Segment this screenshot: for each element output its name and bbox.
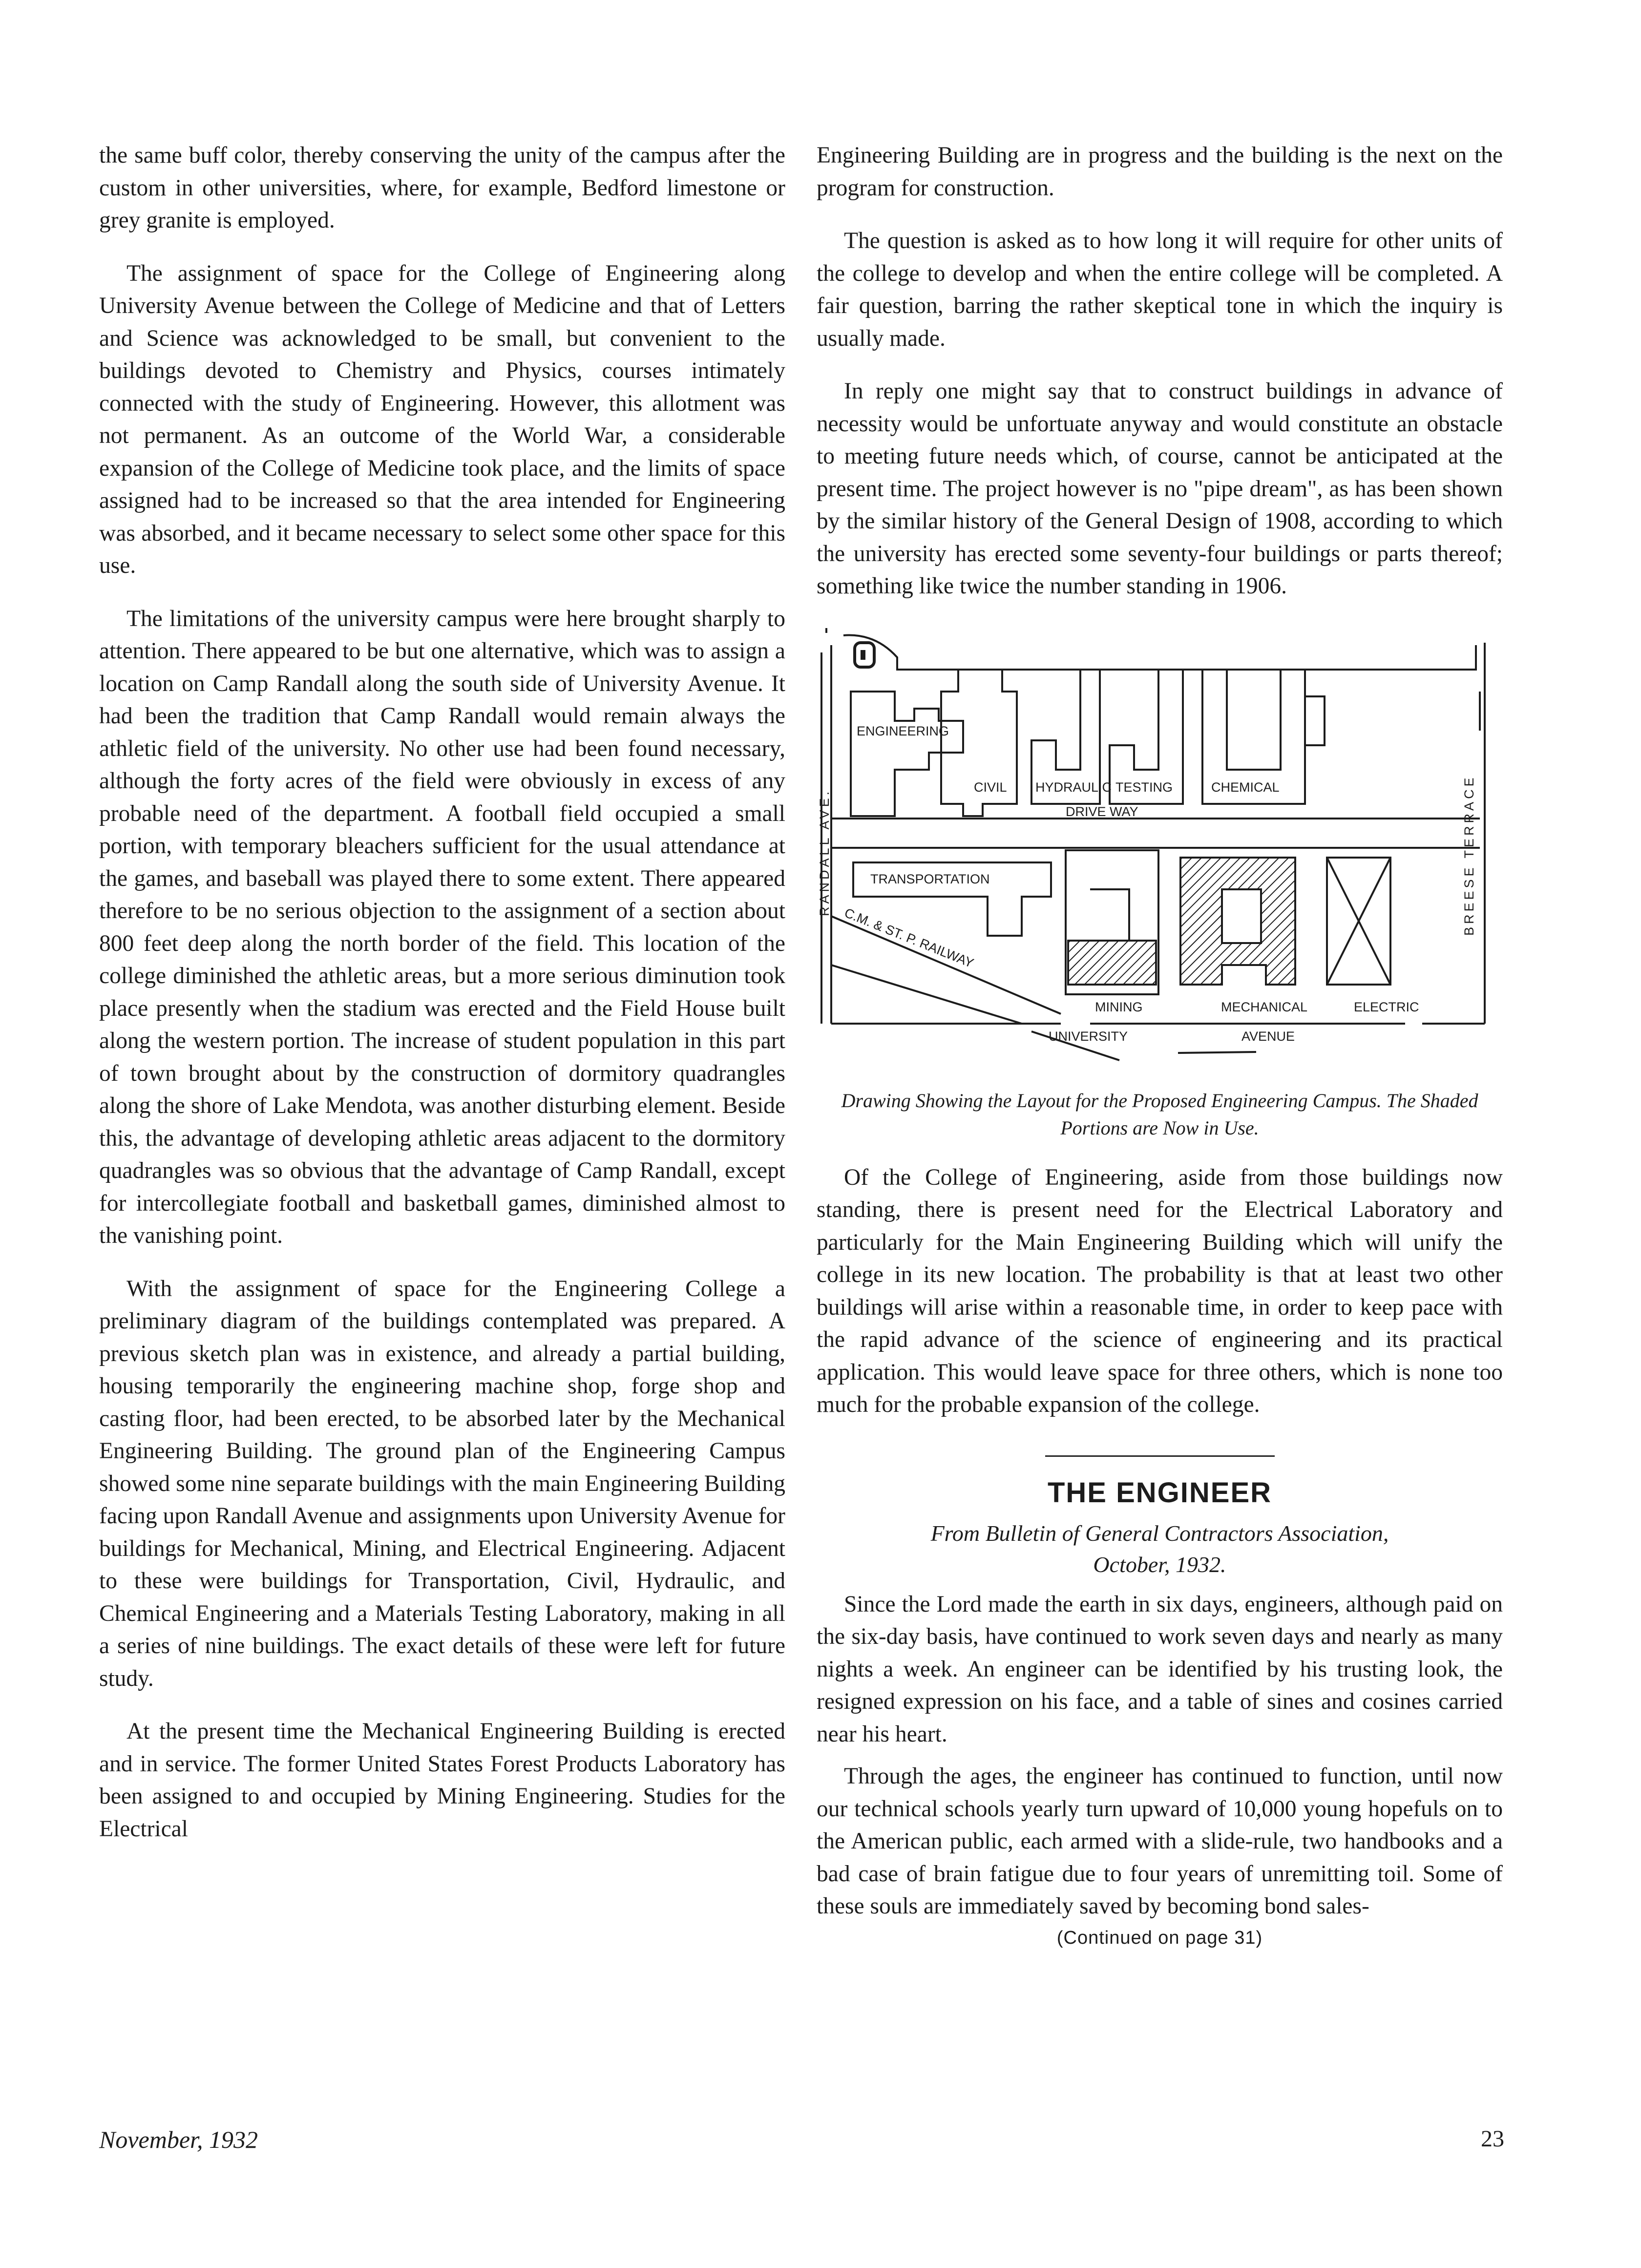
- paragraph: At the present time the Mechanical Engineering Building is erected and in service. The former United States Forest Products Laboratory has been assigned to and occupied by Mining Engineering. Studies for the Electrical: [99, 1719, 785, 1842]
- hydraulic-label: HYDRAULIC: [1035, 779, 1112, 795]
- mechanical-label: MECHANICAL: [1221, 999, 1308, 1014]
- testing-label: TESTING: [1115, 779, 1173, 795]
- engineering-building-outline: [851, 692, 963, 816]
- paragraph: The limitations of the university campus were here brought sharply to attention. There appeared to be but one alternative, which was to assign a location on Camp Randall along the south side of University Avenue. It had been the tradition that Camp Randall would remain always the athletic field of the university. No other use had been found necessary, although the forty acres of the field were obviously in excess of any probable need of the department. A football field occupied a small portion, with temporary bleachers sufficient for the usual attendance at the games, and baseball was played there to some extent. There appeared therefore to be no serious objection to the assignment of a section about 800 feet deep along the north border of the field. This location of the college diminished the athletic areas, but a more serious diminution took place presently when the stadium was erected and the Field House built along the western portion. The increase of student population in this part of town brought about by the construction of dormitory quadrangles along the shore of Lake Mendota, was another disturbing element. Beside this, the advantage of developing athletic areas adjacent to the dormitory quadrangles was so obvious that the advantage of Camp Randall, except for intercollegiate football and basketball games, diminished almost to the vanishing point.: [99, 606, 785, 1248]
- mining-label: MINING: [1095, 999, 1143, 1014]
- transportation-label: TRANSPORTATION: [870, 871, 990, 886]
- drive-way-label: DRIVE WAY: [1066, 804, 1138, 819]
- footer-date: November, 1932: [99, 2126, 258, 2153]
- paragraph: The question is asked as to how long it will require for other units of the college to develop and when the entire college will be completed. A fair question, barring the rather skeptical tone in which the inquiry is usually made.: [817, 228, 1503, 351]
- campus-plan-svg: [817, 623, 1503, 1082]
- article-title: THE ENGINEER: [1047, 1476, 1272, 1509]
- mining-building-shaded: [1068, 941, 1156, 985]
- entry-marker: [861, 650, 865, 660]
- continued-note: (Continued on page 31): [1056, 1927, 1263, 1948]
- electric-label: ELECTRIC: [1354, 999, 1419, 1014]
- civil-label: CIVIL: [974, 779, 1007, 795]
- paragraph: In reply one might say that to construct buildings in advance of necessity would be unfortuate anyway and would constitute an obstacle to meeting future needs which, of course, cannot be anticipated at the present time. The project however is no "pipe dream", as has been shown by the similar history of the General Design of 1908, according to which the university has erected some seventy-four buildings or parts thereof; something like twice the number standing in 1906.: [817, 378, 1503, 599]
- electric-building-cross: [1327, 858, 1390, 985]
- railway-label: C.M. & ST. P. RAILWAY: [842, 905, 976, 970]
- breese-terrace-label: BREESE TERRACE: [1462, 774, 1476, 936]
- university-avenue-label-2: AVENUE: [1241, 1029, 1295, 1044]
- paragraph: Engineering Building are in progress and the building is the next on the program for construction.: [817, 143, 1503, 201]
- campus-boundary: [843, 635, 1476, 669]
- paragraph: the same buff color, thereby conserving the unity of the campus after the custom in other universities, where, for example, Bedford limestone or grey granite is employed.: [99, 143, 785, 233]
- article-source-date: October, 1932.: [1093, 1552, 1226, 1577]
- article-source-line: From Bulletin of General Contractors Association,: [930, 1520, 1389, 1546]
- mechanical-courtyard: [1222, 889, 1261, 943]
- figure-caption: Drawing Showing the Layout for the Proposed Engineering Campus. The Shaded Portions are Now in Use.: [841, 1089, 1478, 1139]
- paragraph: Of the College of Engineering, aside from those buildings now standing, there is present need for the Electrical Laboratory and particularly for the Main Engineering Building which will unify the college in its new location. The probability is that at least two other buildings will arise within a reasonable time, in order to keep pace with the rapid advance of the science of engineering and its practical application. This would leave space for three others, which is none too much for the probable expansion of the college.: [817, 1164, 1503, 1417]
- article-source: [817, 1518, 1503, 1580]
- paragraph: Since the Lord made the earth in six days, engineers, although paid on the six-day basis, have continued to work seven days and nearly as many nights a week. An engineer can be identified by his trusting look, the resigned expression on his face, and a table of sines and cosines carried near his heart.: [817, 1591, 1503, 1747]
- chemical-label: CHEMICAL: [1211, 779, 1280, 795]
- engineering-label: ENGINEERING: [857, 723, 949, 738]
- chemical-annex: [1305, 696, 1325, 745]
- paragraph: Through the ages, the engineer has continued to function, until now our technical schools yearly turn upward of 10,000 young hopefuls on to the American public, each armed with a slide-rule, two handbooks and a bad case of brain fatigue due to four years of unremitting toil. Some of these souls are immediately saved by becoming bond sales-: [817, 1764, 1503, 1919]
- section-divider: [1045, 1455, 1275, 1457]
- paragraph: The assignment of space for the College of Engineering along University Avenue between the College of Medicine and that of Letters and Science was acknowledged to be small, but convenient to the buildings devoted to Chemistry and Physics, courses intimately connected with the study of Engineering. However, this allotment was not permanent. As an outcome of the World War, a considerable expansion of the College of Medicine took place, and the limits of space assigned had to be increased so that the area intended for Engineering was absorbed, and it became necessary to select some other space for this use.: [99, 260, 785, 578]
- university-avenue-label-1: UNIVERSITY: [1049, 1029, 1128, 1044]
- page-number: 23: [1481, 2126, 1504, 2152]
- randall-avenue-label: RANDALL AVE.: [817, 788, 832, 916]
- paragraph: With the assignment of space for the Engineering College a preliminary diagram of the buildings contemplated was prepared. A previous sketch plan was in existence, and already a partial building, housing temporarily the engineering machine shop, forge shop and casting floor, had been erected, to be absorbed later by the Mechanical Engineering Building. The ground plan of the Engineering Campus showed some nine separate buildings with the main Engineering Building facing upon Randall Avenue and assignments upon University Avenue for buildings for Mechanical, Mining, and Electrical Engineering. Adjacent to these were buildings for Transportation, Civil, Hydraulic, and Chemical Engineering and a Materials Testing Laboratory, making in all a series of nine buildings. The exact details of these were left for future study.: [99, 1276, 785, 1691]
- campus-layout-drawing: [817, 623, 1503, 1082]
- railway-track: [831, 916, 1061, 1024]
- mining-inner-outline: [1090, 889, 1129, 941]
- right-column: [817, 139, 1503, 1949]
- breese-terrace-edge: [1480, 643, 1485, 1024]
- left-column: [99, 139, 785, 1866]
- drive-way: [831, 819, 1480, 848]
